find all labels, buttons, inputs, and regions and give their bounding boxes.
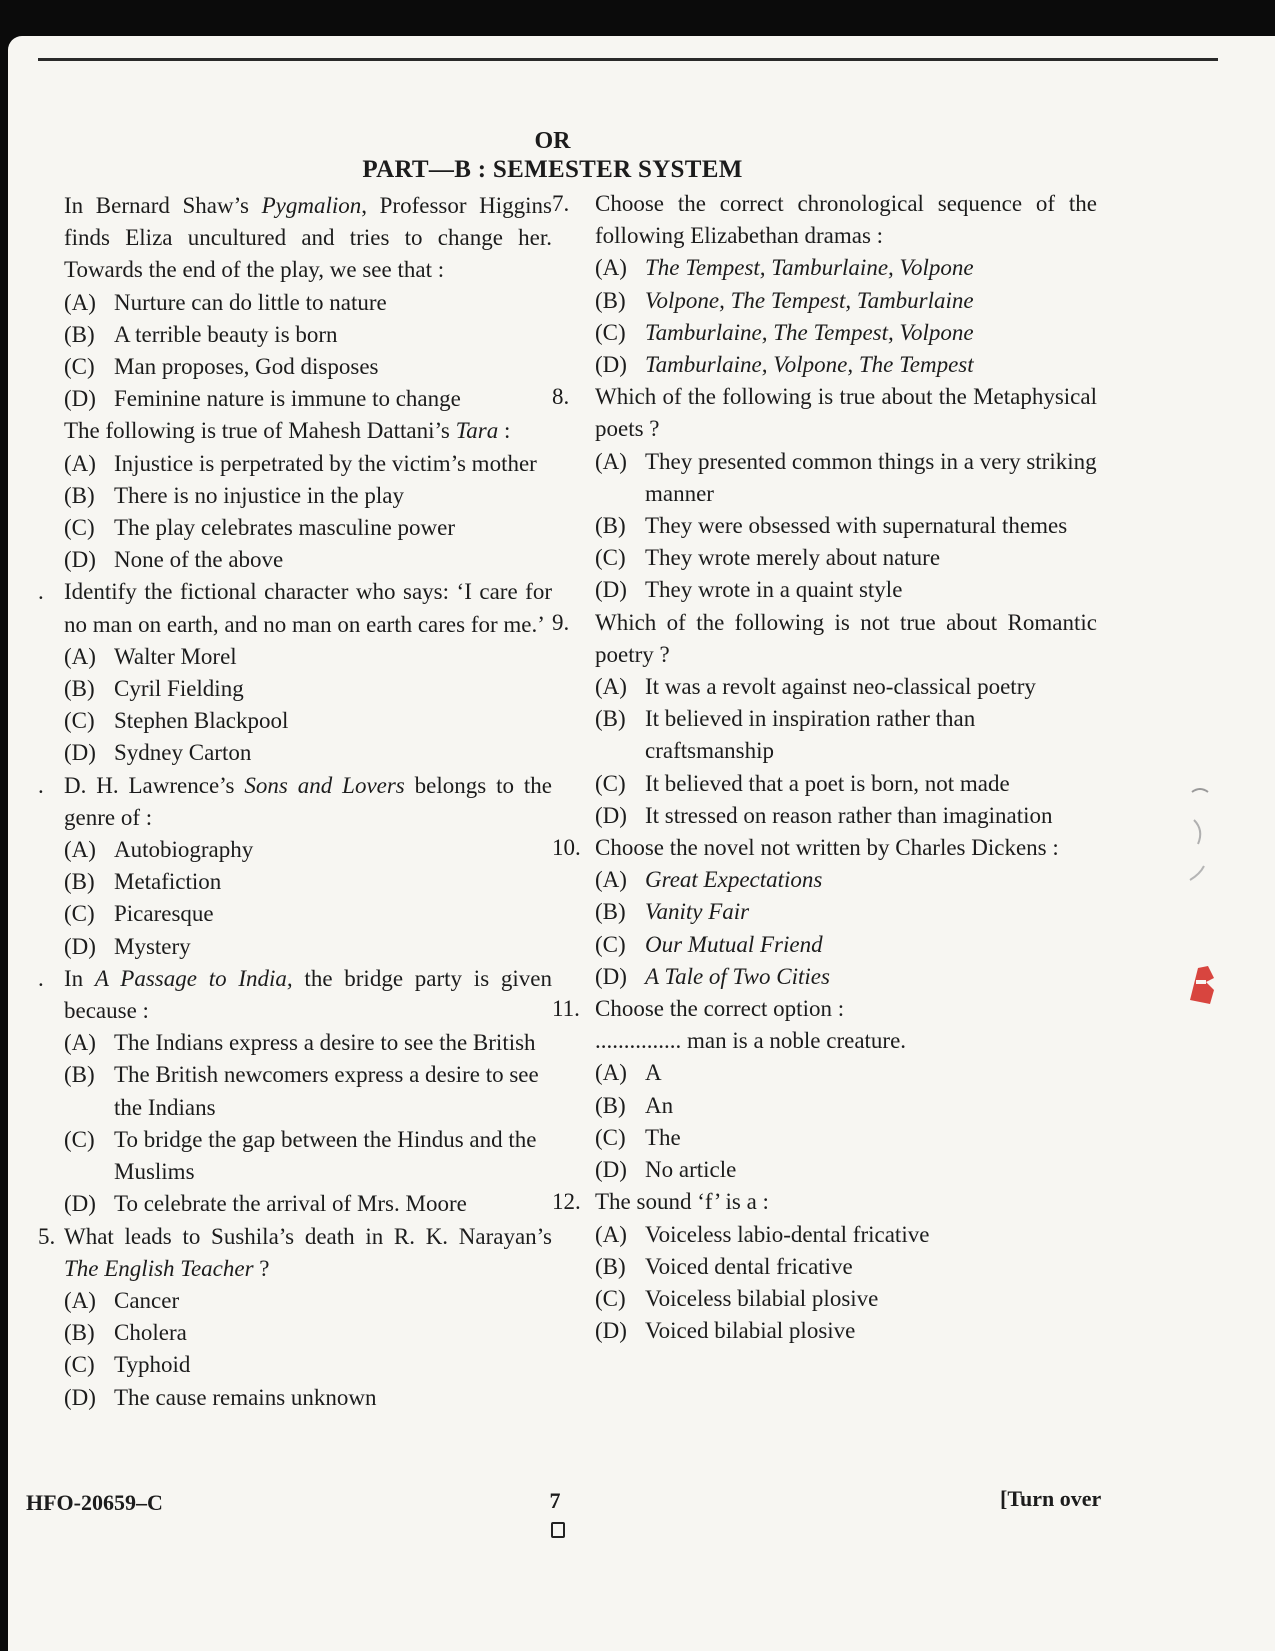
option-text: Cyril Fielding [114, 676, 244, 702]
option-text: Feminine nature is immune to change [114, 386, 461, 412]
option-label: (D) [595, 963, 627, 989]
stem-text: belongs to the genre of : [64, 772, 552, 830]
option-label: (C) [595, 1124, 626, 1150]
option-text: To bridge the gap between the Hindus and the Muslims [114, 1126, 537, 1185]
stem-title: Sons and Lovers [244, 772, 405, 798]
option[interactable] [595, 896, 1097, 928]
option-text: Voiceless bilabial plosive [645, 1285, 879, 1311]
option-label: (B) [595, 513, 626, 539]
stem-text: In [64, 965, 95, 991]
option[interactable] [64, 705, 552, 737]
option[interactable] [64, 287, 552, 319]
option-label: (C) [595, 319, 626, 345]
option[interactable] [64, 1349, 552, 1381]
option[interactable] [595, 864, 1097, 896]
option-label: (B) [595, 1092, 626, 1118]
option[interactable] [595, 1219, 1097, 1251]
option-text: To celebrate the arrival of Mrs. Moore [114, 1191, 467, 1217]
question-number: 10. [552, 835, 581, 861]
option[interactable] [64, 544, 552, 576]
option-text: They wrote merely about nature [645, 545, 941, 571]
option-label: (A) [64, 1030, 96, 1056]
option[interactable] [595, 1154, 1097, 1186]
stem-text: The sound ‘f’ is a : [595, 1189, 769, 1215]
question-stem [64, 770, 552, 834]
option[interactable] [595, 961, 1097, 993]
option[interactable] [595, 768, 1097, 800]
stem-title: The English Teacher [64, 1255, 254, 1281]
options-list [64, 641, 552, 770]
option-text: The Tempest, Tamburlaine, Volpone [645, 255, 974, 281]
option[interactable] [64, 383, 552, 415]
question-stem [595, 188, 1097, 252]
option-text: Typhoid [114, 1352, 191, 1378]
option-text: Voiceless labio-dental fricative [645, 1221, 930, 1247]
option-text: Tamburlaine, Volpone, The Tempest [645, 352, 974, 378]
option-text: Our Mutual Friend [645, 931, 823, 957]
question-stem [64, 963, 552, 1027]
option-text: Voiced dental fricative [645, 1253, 853, 1279]
option[interactable] [64, 351, 552, 383]
option-text: A terrible beauty is born [114, 321, 338, 347]
option-label: (C) [64, 901, 95, 927]
question-stem [595, 607, 1097, 671]
option-label: (C) [595, 545, 626, 571]
option-text: Volpone, The Tempest, Tamburlaine [645, 287, 974, 313]
option-label: (B) [64, 321, 95, 347]
option[interactable] [595, 800, 1097, 832]
option-label: (D) [595, 1157, 627, 1183]
stem-title: Tara [455, 418, 499, 444]
stem-text: D. H. Lawrence’s [64, 772, 245, 798]
options-list [595, 1057, 1097, 1186]
option-label: (D) [64, 1384, 96, 1410]
option-text: They wrote in a quaint style [645, 577, 903, 603]
option-text: None of the above [114, 547, 284, 573]
option-label: (A) [595, 1060, 627, 1086]
question-number: 12. [552, 1189, 581, 1215]
option-label: (A) [64, 1287, 96, 1313]
stem-text: ............... man is a noble creature. [595, 1028, 907, 1054]
question [38, 963, 552, 1221]
option-text: It was a revolt against neo-classical poetry [645, 674, 1036, 700]
option-text: Stephen Blackpool [114, 708, 289, 734]
page-number: 7 [549, 1488, 561, 1513]
stem-title: Pygmalion [261, 193, 362, 218]
stem-text: In Bernard Shaw’s [64, 193, 262, 218]
option-text: Vanity Fair [645, 899, 750, 925]
stem-text: : [498, 418, 511, 444]
option[interactable] [64, 641, 552, 673]
option-text: Nurture can do little to nature [114, 289, 387, 315]
question-number: . [38, 579, 44, 605]
question-stem [64, 576, 552, 640]
stem-title: A Passage to India, [94, 965, 293, 991]
option-text: Great Expectations [645, 867, 823, 893]
option[interactable] [64, 834, 552, 866]
option-label: (A) [595, 867, 627, 893]
option-text: A [645, 1060, 662, 1086]
question [52, 190, 552, 415]
options-list [64, 448, 552, 577]
option[interactable] [595, 446, 1097, 510]
question [552, 1186, 1097, 1347]
option[interactable] [64, 898, 552, 930]
option-label: (A) [595, 448, 627, 474]
option[interactable] [64, 512, 552, 544]
question-number: 11. [552, 996, 580, 1022]
question-stem [64, 190, 552, 287]
question-stem [595, 832, 1097, 864]
option-text: Voiced bilabial plosive [645, 1318, 856, 1344]
option-label: (C) [595, 770, 626, 796]
option[interactable] [595, 1283, 1097, 1315]
option[interactable] [595, 317, 1097, 349]
option[interactable] [64, 319, 552, 351]
top-rule [38, 58, 1218, 61]
question [52, 415, 552, 576]
option-text: The British newcomers express a desire to see the Indians [114, 1062, 539, 1120]
option[interactable] [595, 703, 1097, 767]
option-text: Cholera [114, 1320, 187, 1346]
stem-text: ? [253, 1255, 270, 1281]
option-text: The Indians express a desire to see the British [114, 1030, 536, 1056]
option[interactable] [595, 285, 1097, 317]
option-label: (D) [595, 352, 627, 378]
question-number: 9. [552, 609, 570, 635]
option-label: (C) [64, 1126, 95, 1152]
option-label: (B) [64, 1320, 95, 1346]
question-stem [595, 1186, 1097, 1218]
stem-text: Choose the correct chronological sequence of the following Elizabethan dramas : [595, 191, 1097, 249]
option-label: (D) [64, 547, 96, 573]
question [38, 1221, 552, 1414]
turn-over-label: [Turn over [1000, 1486, 1102, 1511]
option[interactable] [595, 252, 1097, 284]
question-number: 7. [552, 191, 570, 216]
option-label: (A) [64, 450, 96, 476]
option[interactable] [64, 737, 552, 769]
option-text: The [645, 1124, 681, 1150]
question-number: . [38, 965, 44, 991]
options-list [595, 671, 1097, 832]
option-text: It believed that a poet is born, not made [645, 770, 1010, 796]
option-label: (D) [595, 1318, 627, 1344]
option-text: Tamburlaine, The Tempest, Volpone [645, 319, 974, 345]
stem-text: Which of the following is true about the Metaphysical poets ? [595, 384, 1097, 442]
right-question-column [552, 188, 1097, 1347]
option-label: (B) [595, 706, 626, 732]
question-stem [64, 1221, 552, 1285]
stem-text: , Professor Higgins finds Eliza uncultured and tries to change her. Towards the end of the play, we see that : [64, 193, 552, 283]
question-stem [595, 993, 1097, 1057]
option-text: They were obsessed with supernatural themes [645, 513, 1068, 539]
pencil-marks-icon [1180, 780, 1220, 920]
option-label: (C) [64, 1352, 95, 1378]
option[interactable] [64, 866, 552, 898]
options-list [595, 1219, 1097, 1348]
option[interactable] [595, 1122, 1097, 1154]
stem-text: Which of the following is not true about Romantic poetry ? [595, 609, 1097, 667]
option-label: (D) [595, 577, 627, 603]
option[interactable] [64, 1124, 552, 1188]
option-text: They presented common things in a very striking manner [645, 448, 1097, 506]
stem-text: Choose the novel not written by Charles Dickens : [595, 835, 1059, 861]
option-label: (B) [595, 899, 626, 925]
option-text: Mystery [114, 933, 191, 959]
option-label: (B) [64, 482, 95, 508]
option[interactable] [595, 671, 1097, 703]
question [38, 770, 552, 963]
option[interactable] [64, 1382, 552, 1414]
options-list [595, 252, 1097, 381]
option[interactable] [64, 1059, 552, 1123]
option-label: (B) [64, 676, 95, 702]
or-heading: OR [534, 128, 571, 154]
option-label: (A) [64, 837, 96, 863]
option[interactable] [595, 929, 1097, 961]
question-number: 5. [38, 1223, 56, 1249]
option-text: No article [645, 1157, 737, 1183]
question-stem [595, 381, 1097, 445]
option-text: Picaresque [114, 901, 214, 927]
option[interactable] [595, 574, 1097, 606]
red-stamp-icon [1184, 960, 1224, 1008]
option[interactable] [64, 448, 552, 480]
stem-text: Choose the correct option : [595, 996, 845, 1022]
option-label: (A) [595, 255, 627, 281]
option-label: (A) [595, 1221, 627, 1247]
option[interactable] [595, 1251, 1097, 1283]
option[interactable] [64, 1188, 552, 1220]
option-label: (D) [64, 386, 96, 412]
option-label: (B) [64, 869, 95, 895]
option-label: (C) [64, 354, 95, 380]
question [552, 993, 1097, 1186]
question-stem [64, 415, 552, 447]
question [38, 576, 552, 769]
option-text: An [645, 1092, 674, 1118]
option-label: (B) [64, 1062, 95, 1088]
stem-text: The following is true of Mahesh Dattani’s [64, 418, 456, 444]
option-label: (D) [64, 740, 96, 766]
option[interactable] [64, 1285, 552, 1317]
stem-text: What leads to Sushila’s death in R. K. Narayan’s [64, 1223, 552, 1249]
left-question-column [38, 190, 552, 1414]
option[interactable] [595, 510, 1097, 542]
option[interactable] [64, 1317, 552, 1349]
option-text: Cancer [114, 1287, 180, 1313]
option-label: (B) [595, 1253, 626, 1279]
question [552, 381, 1097, 606]
option-text: Injustice is perpetrated by the victim’s mother [114, 450, 537, 476]
option[interactable] [64, 1027, 552, 1059]
question [552, 832, 1097, 993]
option[interactable] [64, 480, 552, 512]
option-text: Man proposes, God disposes [114, 354, 379, 380]
option-text: A Tale of Two Cities [645, 963, 830, 989]
option-text: There is no injustice in the play [114, 482, 404, 508]
option[interactable] [595, 1090, 1097, 1122]
question-number: 8. [552, 384, 570, 410]
option-label: (A) [64, 289, 96, 315]
stem-text: the bridge party is given because : [64, 965, 552, 1024]
option[interactable] [595, 542, 1097, 574]
option-label: (B) [595, 287, 626, 313]
part-heading: PART—B : SEMESTER SYSTEM [362, 156, 743, 183]
option-text: The cause remains unknown [114, 1384, 377, 1410]
option-label: (C) [595, 931, 626, 957]
options-list [64, 1027, 552, 1220]
option[interactable] [595, 1315, 1097, 1347]
option-label: (A) [595, 674, 627, 700]
option-text: Sydney Carton [114, 740, 252, 766]
option[interactable] [595, 349, 1097, 381]
option[interactable] [64, 673, 552, 705]
question-number: . [38, 772, 44, 798]
option-text: It believed in inspiration rather than craftsmanship [645, 706, 976, 764]
option-label: (C) [64, 708, 95, 734]
option-text: It stressed on reason rather than imagination [645, 802, 1053, 828]
option[interactable] [64, 931, 552, 963]
options-list [595, 864, 1097, 993]
option-label: (A) [64, 643, 96, 669]
option-text: The play celebrates masculine power [114, 515, 456, 541]
option-label: (D) [64, 1191, 96, 1217]
option[interactable] [595, 1057, 1097, 1089]
stem-text: Identify the fictional character who says: ‘I care for no man on earth, and no man on earth cares for me.’ [64, 579, 552, 637]
option-label: (D) [595, 802, 627, 828]
page-box-icon [551, 1522, 565, 1538]
option-label: (C) [595, 1285, 626, 1311]
question [552, 607, 1097, 832]
option-label: (D) [64, 933, 96, 959]
option-label: (C) [64, 515, 95, 541]
option-text: Walter Morel [114, 643, 237, 669]
option-text: Autobiography [114, 837, 254, 863]
paper-code: HFO-20659–C [26, 1490, 163, 1515]
options-list [595, 446, 1097, 607]
option-text: Metafiction [114, 869, 222, 895]
question [552, 188, 1097, 381]
options-list [64, 287, 552, 416]
options-list [64, 834, 552, 963]
options-list [64, 1285, 552, 1414]
